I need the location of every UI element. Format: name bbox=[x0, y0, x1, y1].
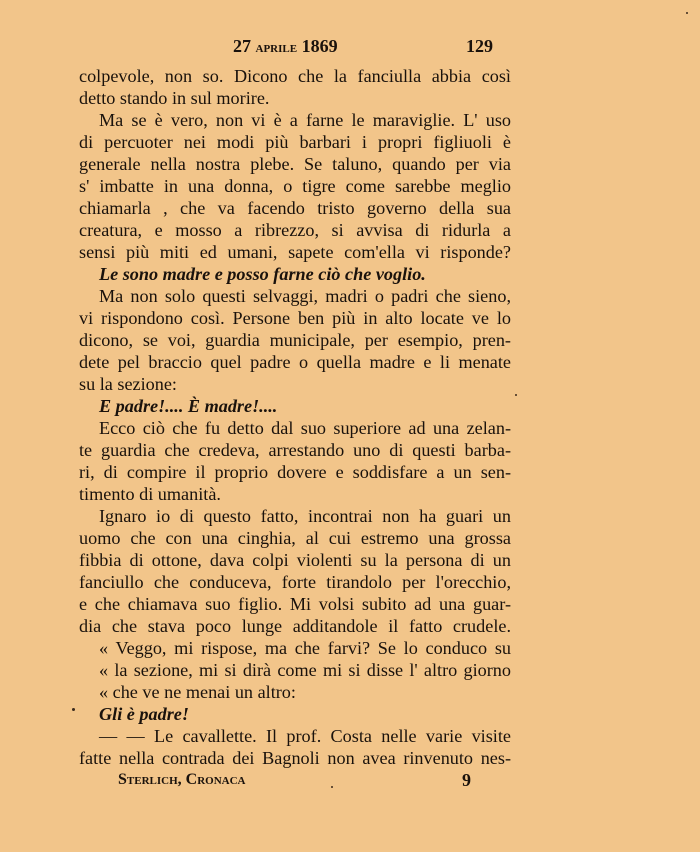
text-line: Ma non solo questi selvaggi, madri o padri che sieno, bbox=[99, 286, 511, 306]
text-line: Ecco ciò che fu detto dal suo superiore ad una zelan- bbox=[99, 418, 511, 438]
text-line: di percuoter nei modi più barbari i propri figliuoli è bbox=[79, 132, 511, 152]
header-year: 1869 bbox=[301, 36, 338, 56]
italic-quote-line: Le sono madre e posso farne ciò che voglio. bbox=[99, 264, 426, 284]
quote-line: « che ve ne menai un altro: bbox=[99, 682, 296, 702]
text-line: dete pel braccio quel padre o quella madre e li menate bbox=[79, 352, 511, 372]
signature-mark: Sterlich, Cronaca bbox=[118, 771, 246, 788]
text-line: uomo che con una cinghia, al cui estremo una grossa bbox=[79, 528, 511, 548]
text-line: generale nella nostra plebe. Se taluno, quando per via bbox=[79, 154, 511, 174]
quote-line: « la sezione, mi si dirà come mi si disse l' altro giorno bbox=[99, 660, 511, 680]
text-line: dicono, se voi, guardia municipale, per esempio, pren- bbox=[79, 330, 511, 350]
text-line: colpevole, non so. Dicono che la fanciulla abbia così bbox=[79, 66, 511, 86]
section-heading-line: — — Le cavallette. Il prof. Costa nelle varie visite bbox=[99, 726, 511, 746]
text-line: e che chiamava suo figlio. Mi volsi subito ad una guar- bbox=[79, 594, 511, 614]
sheet-number: 9 bbox=[462, 770, 471, 790]
text-line: Ignaro io di questo fatto, incontrai non ha guari un bbox=[99, 506, 511, 526]
text-line: creatura, e mosso a ribrezzo, si avvisa di ridurla a bbox=[79, 220, 511, 240]
text-line: sensi più miti ed umani, sapete com'ella vi risponde? bbox=[79, 242, 511, 262]
text-line: detto stando in sul morire. bbox=[79, 88, 270, 108]
running-header-date bbox=[233, 36, 338, 57]
ink-speck bbox=[686, 12, 688, 14]
text-line: chiamarla , che va facendo tristo governo della sua bbox=[79, 198, 511, 218]
text-line: ri, di compire il proprio dovere e soddisfare a un sen- bbox=[79, 462, 511, 482]
text-line: vi rispondono così. Persone ben più in alto locate ve lo bbox=[79, 308, 511, 328]
text-line: Ma se è vero, non vi è a farne le maraviglie. L' uso bbox=[99, 110, 511, 130]
text-line: fatte nella contrada dei Bagnoli non avea rinvenuto nes- bbox=[79, 748, 511, 768]
text-line: su la sezione: bbox=[79, 374, 177, 394]
text-line: te guardia che credeva, arrestando uno di questi barba- bbox=[79, 440, 511, 460]
text-line: fibbia di ottone, dava colpi violenti su la persona di un bbox=[79, 550, 511, 570]
text-line: s' imbatte in una donna, o tigre come sarebbe meglio bbox=[79, 176, 511, 196]
quote-line: « Veggo, mi rispose, ma che farvi? Se lo conduco su bbox=[99, 638, 511, 658]
text-line: dia che stava poco lunge additandole il fatto crudele. bbox=[79, 616, 511, 636]
header-month: aprile bbox=[255, 39, 298, 56]
italic-quote-line: Gli è padre! bbox=[99, 704, 189, 724]
text-line: timento di umanità. bbox=[79, 484, 221, 504]
header-day: 27 bbox=[233, 36, 251, 56]
ink-speck bbox=[515, 394, 517, 396]
ink-speck bbox=[72, 708, 75, 711]
italic-quote-line: E padre!.... È madre!.... bbox=[99, 396, 278, 416]
text-line: fanciullo che conduceva, forte tirandolo per l'orecchio, bbox=[79, 572, 511, 592]
page-number: 129 bbox=[466, 36, 493, 56]
ink-speck bbox=[331, 786, 333, 788]
